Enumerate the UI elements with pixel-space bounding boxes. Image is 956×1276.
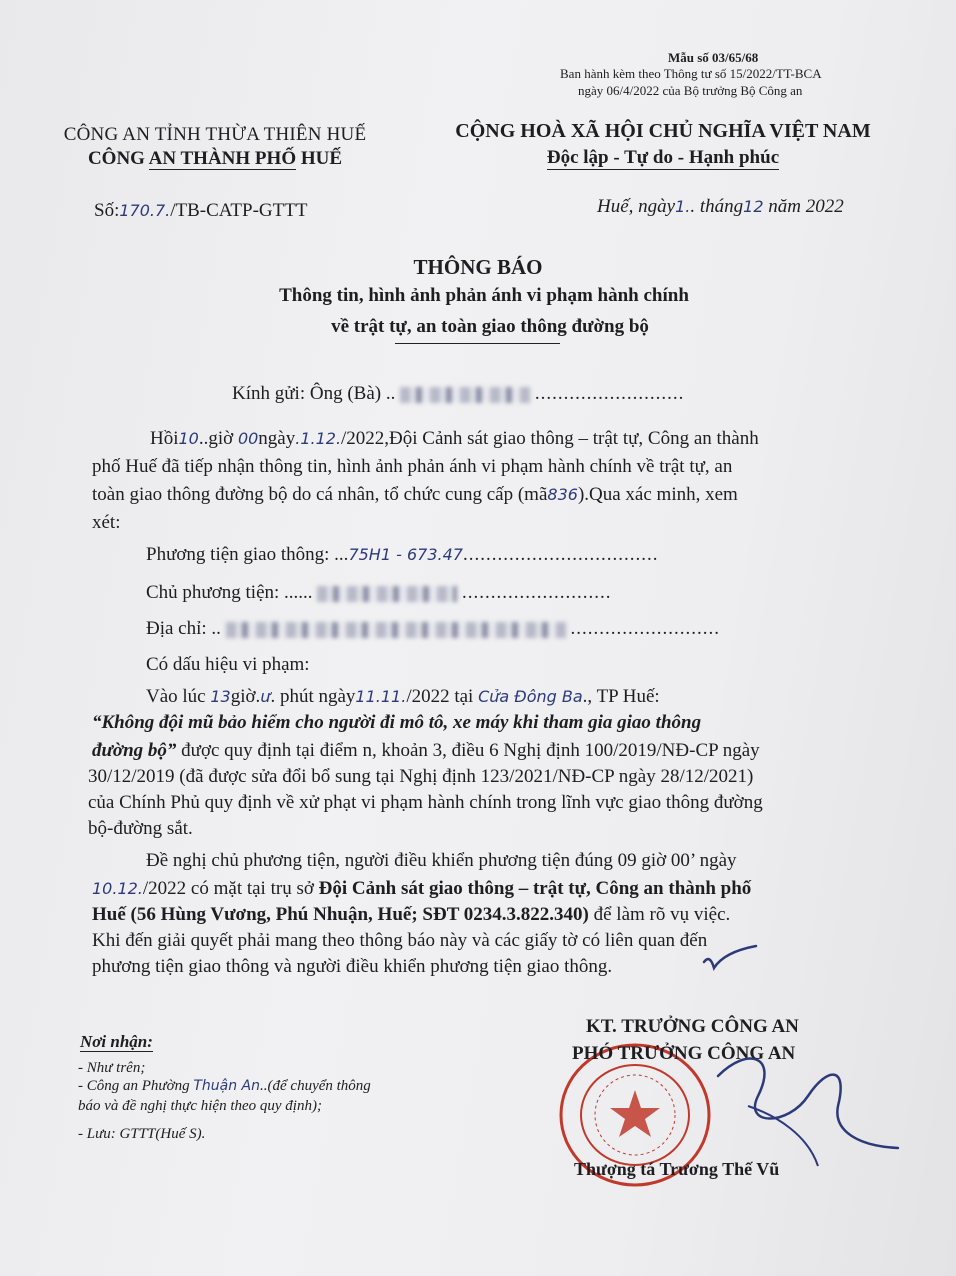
v-d: /2022 tại	[406, 686, 479, 707]
greeting-line	[232, 383, 684, 405]
recipient-2-handwritten: Thuận An	[193, 1078, 261, 1094]
v-b: giờ.	[230, 686, 261, 707]
nation-header	[428, 120, 898, 170]
vehicle-field	[146, 544, 658, 566]
request-line3	[92, 904, 730, 926]
redacted-owner	[317, 586, 457, 602]
signer-name: Thượng tá Trương Thế Vũ	[574, 1159, 780, 1179]
greeting-dots: ..........................	[534, 383, 685, 404]
v-place: Cửa Đông Ba	[478, 687, 583, 706]
checkmark-icon	[700, 944, 760, 974]
doc-no-handwritten: 170.7.	[119, 201, 171, 220]
v-e: ., TP Huế:	[582, 686, 660, 707]
subtitle-underline	[395, 343, 560, 344]
recipient-2a: - Công an Phường	[78, 1078, 194, 1094]
p1-d: /2022,Đội Cảnh sát giao thông – trật tự, Công an thành	[341, 428, 759, 449]
violation-quote-line1: “Không đội mũ bảo hiểm cho người đi mô tô, xe máy khi tham gia giao thông	[92, 712, 702, 733]
address-field	[146, 618, 720, 640]
form-number: Mẫu số 03/65/68	[668, 50, 759, 65]
p1-hour: 10	[178, 429, 199, 448]
doc-no-prefix: Số:	[94, 200, 120, 221]
v-min: ư	[260, 687, 271, 706]
agency-header	[20, 124, 410, 170]
request-line5: phương tiện giao thông và người điều khiển phương tiện giao thông.	[92, 956, 613, 977]
v-hour: 13	[210, 687, 231, 706]
redacted-name	[400, 387, 530, 403]
recipient-2b: ..(để chuyển thông	[260, 1078, 371, 1094]
doc-no-suffix: /TB-CATP-GTTT	[170, 200, 308, 221]
p1-c: ngày	[258, 428, 296, 449]
violation-label: Có dấu hiệu vi phạm:	[146, 654, 310, 675]
r-line3b: để làm rõ vụ việc.	[588, 904, 731, 925]
place-month: 12	[743, 197, 764, 216]
document-subtitle-2: về trật tự, an toàn giao thông đường bộ	[331, 316, 649, 337]
recipients-heading: Nơi nhận:	[80, 1032, 153, 1051]
vehicle-label: Phương tiện giao thông: ...	[146, 544, 349, 565]
v-c: . phút ngày	[270, 686, 356, 707]
agency-name-c: HUẾ	[296, 148, 343, 169]
para1-line4: xét:	[92, 512, 121, 533]
agency-name-b: AN THÀNH PHỐ	[148, 148, 297, 169]
para1-line3	[92, 484, 738, 506]
v-line2b: được quy định tại điểm n, khoản 3, điều 6 Nghị định 100/2019/NĐ-CP ngày	[176, 740, 760, 761]
form-issued-line1: Ban hành kèm theo Thông tư số 15/2022/TT-BCA	[560, 66, 822, 81]
vehicle-dots: ..................................	[462, 544, 659, 565]
recipient-item-1: - Như trên;	[78, 1060, 146, 1076]
nation-motto: Độc lập - Tự do - Hạnh phúc	[546, 147, 780, 168]
signature-title-2: PHÓ TRƯỞNG CÔNG AN	[572, 1043, 796, 1064]
p1-line3b: ).Qua xác minh, xem	[577, 484, 738, 505]
recipient-item-2-line2: báo và đề nghị thực hiện theo quy định);	[78, 1098, 322, 1114]
request-line4: Khi đến giải quyết phải mang theo thông báo này và các giấy tờ có liên quan đến	[92, 930, 708, 951]
document-subtitle-1: Thông tin, hình ảnh phản ánh vi phạm hành chính	[279, 285, 689, 306]
place-day: 1.	[675, 197, 691, 216]
document-title: THÔNG BÁO	[413, 255, 543, 279]
p1-code: 836	[547, 485, 578, 504]
recipient-item-2	[78, 1078, 371, 1095]
p1-min: 00	[237, 429, 259, 448]
agency-parent: CÔNG AN TỈNH THỪA THIÊN HUẾ	[63, 124, 367, 145]
p1-b: ..giờ	[198, 428, 238, 449]
violation-line1	[146, 686, 660, 708]
para1-line2: phố Huế đã tiếp nhận thông tin, hình ảnh phản ánh vi phạm hành chính về trật tự, an	[92, 456, 733, 477]
handwritten-signature-icon	[688, 1036, 908, 1176]
nation-name: CỘNG HOÀ XÃ HỘI CHỦ NGHĨA VIỆT NAM	[455, 120, 871, 142]
place-date	[597, 196, 844, 218]
owner-dots: ..........................	[462, 582, 612, 603]
place-month-label: . tháng	[690, 196, 744, 217]
owner-field	[146, 582, 612, 604]
redacted-address	[226, 622, 566, 638]
p1-date: .1.12.	[295, 429, 342, 448]
request-line2	[92, 878, 751, 900]
v-a: Vào lúc	[146, 686, 211, 707]
violation-line4: của Chính Phủ quy định về xử phạt vi phạm hành chính trong lĩnh vực giao thông đường	[88, 792, 763, 813]
agency-name	[20, 148, 410, 170]
violation-line5: bộ-đường sắt.	[88, 818, 193, 839]
recipient-item-3: - Lưu: GTTT(Huế S).	[78, 1126, 206, 1142]
v-date: 11.11.	[355, 687, 407, 706]
address-dots: ..........................	[570, 618, 720, 639]
address-label: Địa chỉ: ..	[146, 618, 221, 639]
greeting-label: Kính gửi: Ông (Bà) ..	[232, 383, 396, 404]
v-quote2: đường bộ”	[92, 740, 177, 761]
violation-line2	[92, 740, 760, 762]
r-line2a: /2022 có mặt tại trụ sở	[142, 878, 319, 899]
place-prefix: Huế, ngày	[597, 196, 676, 217]
vehicle-plate: 75H1 - 673.47	[348, 545, 463, 564]
signature-title-1: KT. TRƯỞNG CÔNG AN	[586, 1016, 799, 1037]
form-issued-line2: ngày 06/4/2022 của Bộ trưởng Bộ Công an	[578, 83, 803, 98]
agency-name-a: CÔNG	[87, 148, 149, 169]
place-year: năm 2022	[763, 196, 844, 217]
p1-line3a: toàn giao thông đường bộ do cá nhân, tổ chức cung cấp (mã	[92, 484, 548, 505]
p1-a: Hồi	[150, 428, 179, 449]
owner-label: Chủ phương tiện: ......	[146, 582, 313, 603]
para1-line1	[150, 428, 759, 450]
r-date: 10.12.	[92, 879, 143, 898]
violation-line3: 30/12/2019 (đã được sửa đổi bổ sung tại Nghị định 123/2021/NĐ-CP ngày 28/12/2021)	[88, 766, 754, 787]
request-line1: Đề nghị chủ phương tiện, người điều khiển phương tiện đúng 09 giờ 00’ ngày	[146, 850, 737, 871]
r-line3a: Huế (56 Hùng Vương, Phú Nhuận, Huế; SĐT 0234.3.822.340)	[92, 904, 589, 925]
document-number	[94, 200, 307, 222]
r-line2b: Đội Cảnh sát giao thông – trật tự, Công an thành phố	[318, 878, 752, 899]
